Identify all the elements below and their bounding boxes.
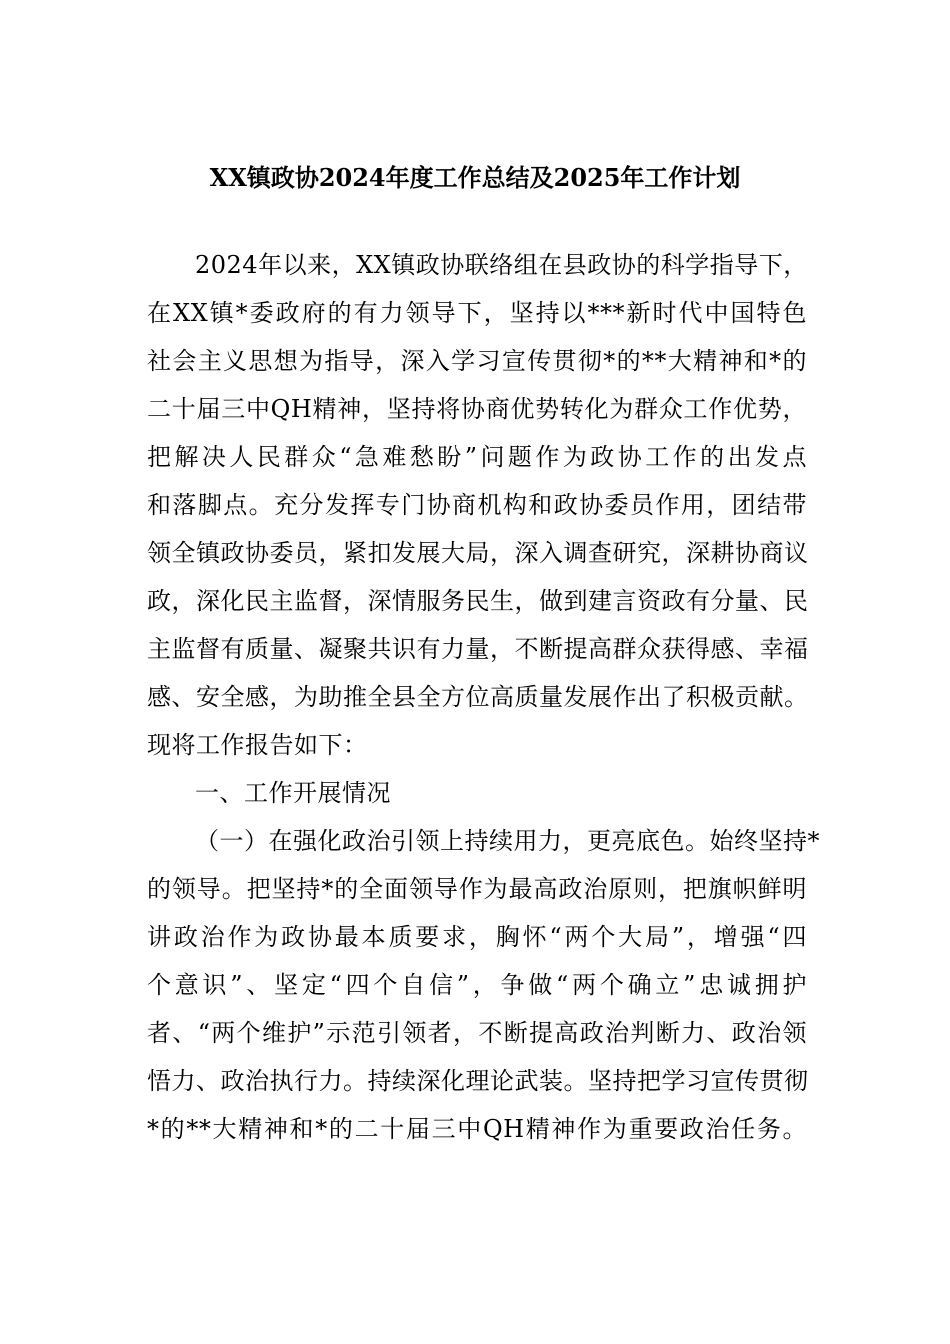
- paragraph1-line-1: 2024年以来，XX镇政协联络组在县政协的科学指导下，: [195, 251, 808, 279]
- paragraph1-line-8: 政，深化民主监督，深情服务民生，做到建言资政有分量、民: [147, 587, 809, 615]
- paragraph2-line-5: 者、“两个维护”示范引领者，不断提高政治判断力、政治领: [147, 1019, 807, 1047]
- paragraph1-line-6: 和落脚点。充分发挥专门协商机构和政协委员作用，团结带: [147, 491, 807, 519]
- document-title: XX镇政协2024年度工作总结及2025年工作计划: [209, 163, 741, 192]
- paragraph2-line-4: 个意识”、坚定“四个自信”，争做“两个确立”忠诚拥护: [147, 971, 807, 999]
- paragraph1-line-9: 主监督有质量、凝聚共识有力量，不断提高群众获得感、幸福: [147, 635, 809, 663]
- paragraph2-line-1: （一）在强化政治引领上持续用力，更亮底色。始终坚持*: [195, 827, 820, 855]
- paragraph2-line-3: 讲政治作为政协最本质要求，胸怀“两个大局”，增强“四: [147, 923, 807, 951]
- paragraph1-line-7: 领全镇政协委员，紧扣发展大局，深入调查研究，深耕协商议: [147, 539, 809, 567]
- paragraph1-line-4: 二十届三中QH精神，坚持将协商优势转化为群众工作优势，: [147, 395, 807, 423]
- paragraph1-line-11: 现将工作报告如下：: [147, 731, 368, 759]
- paragraph2-line-2: 的领导。把坚持*的全面领导作为最高政治原则，把旗帜鲜明: [147, 875, 807, 903]
- paragraph1-line-2: 在XX镇*委政府的有力领导下，坚持以***新时代中国特色: [147, 299, 807, 327]
- paragraph2-line-7: *的**大精神和*的二十届三中QH精神作为重要政治任务。: [147, 1115, 807, 1143]
- paragraph1-line-5: 把解决人民群众“急难愁盼”问题作为政协工作的出发点: [147, 443, 807, 471]
- paragraph1-line-3: 社会主义思想为指导，深入学习宣传贯彻*的**大精神和*的: [147, 347, 807, 375]
- section1-heading: 一、工作开展情况: [195, 779, 391, 807]
- paragraph2-line-6: 悟力、政治执行力。持续深化理论武装。坚持把学习宣传贯彻: [147, 1067, 809, 1095]
- paragraph1-line-10: 感、安全感，为助推全县全方位高质量发展作出了积极贡献。: [147, 683, 809, 711]
